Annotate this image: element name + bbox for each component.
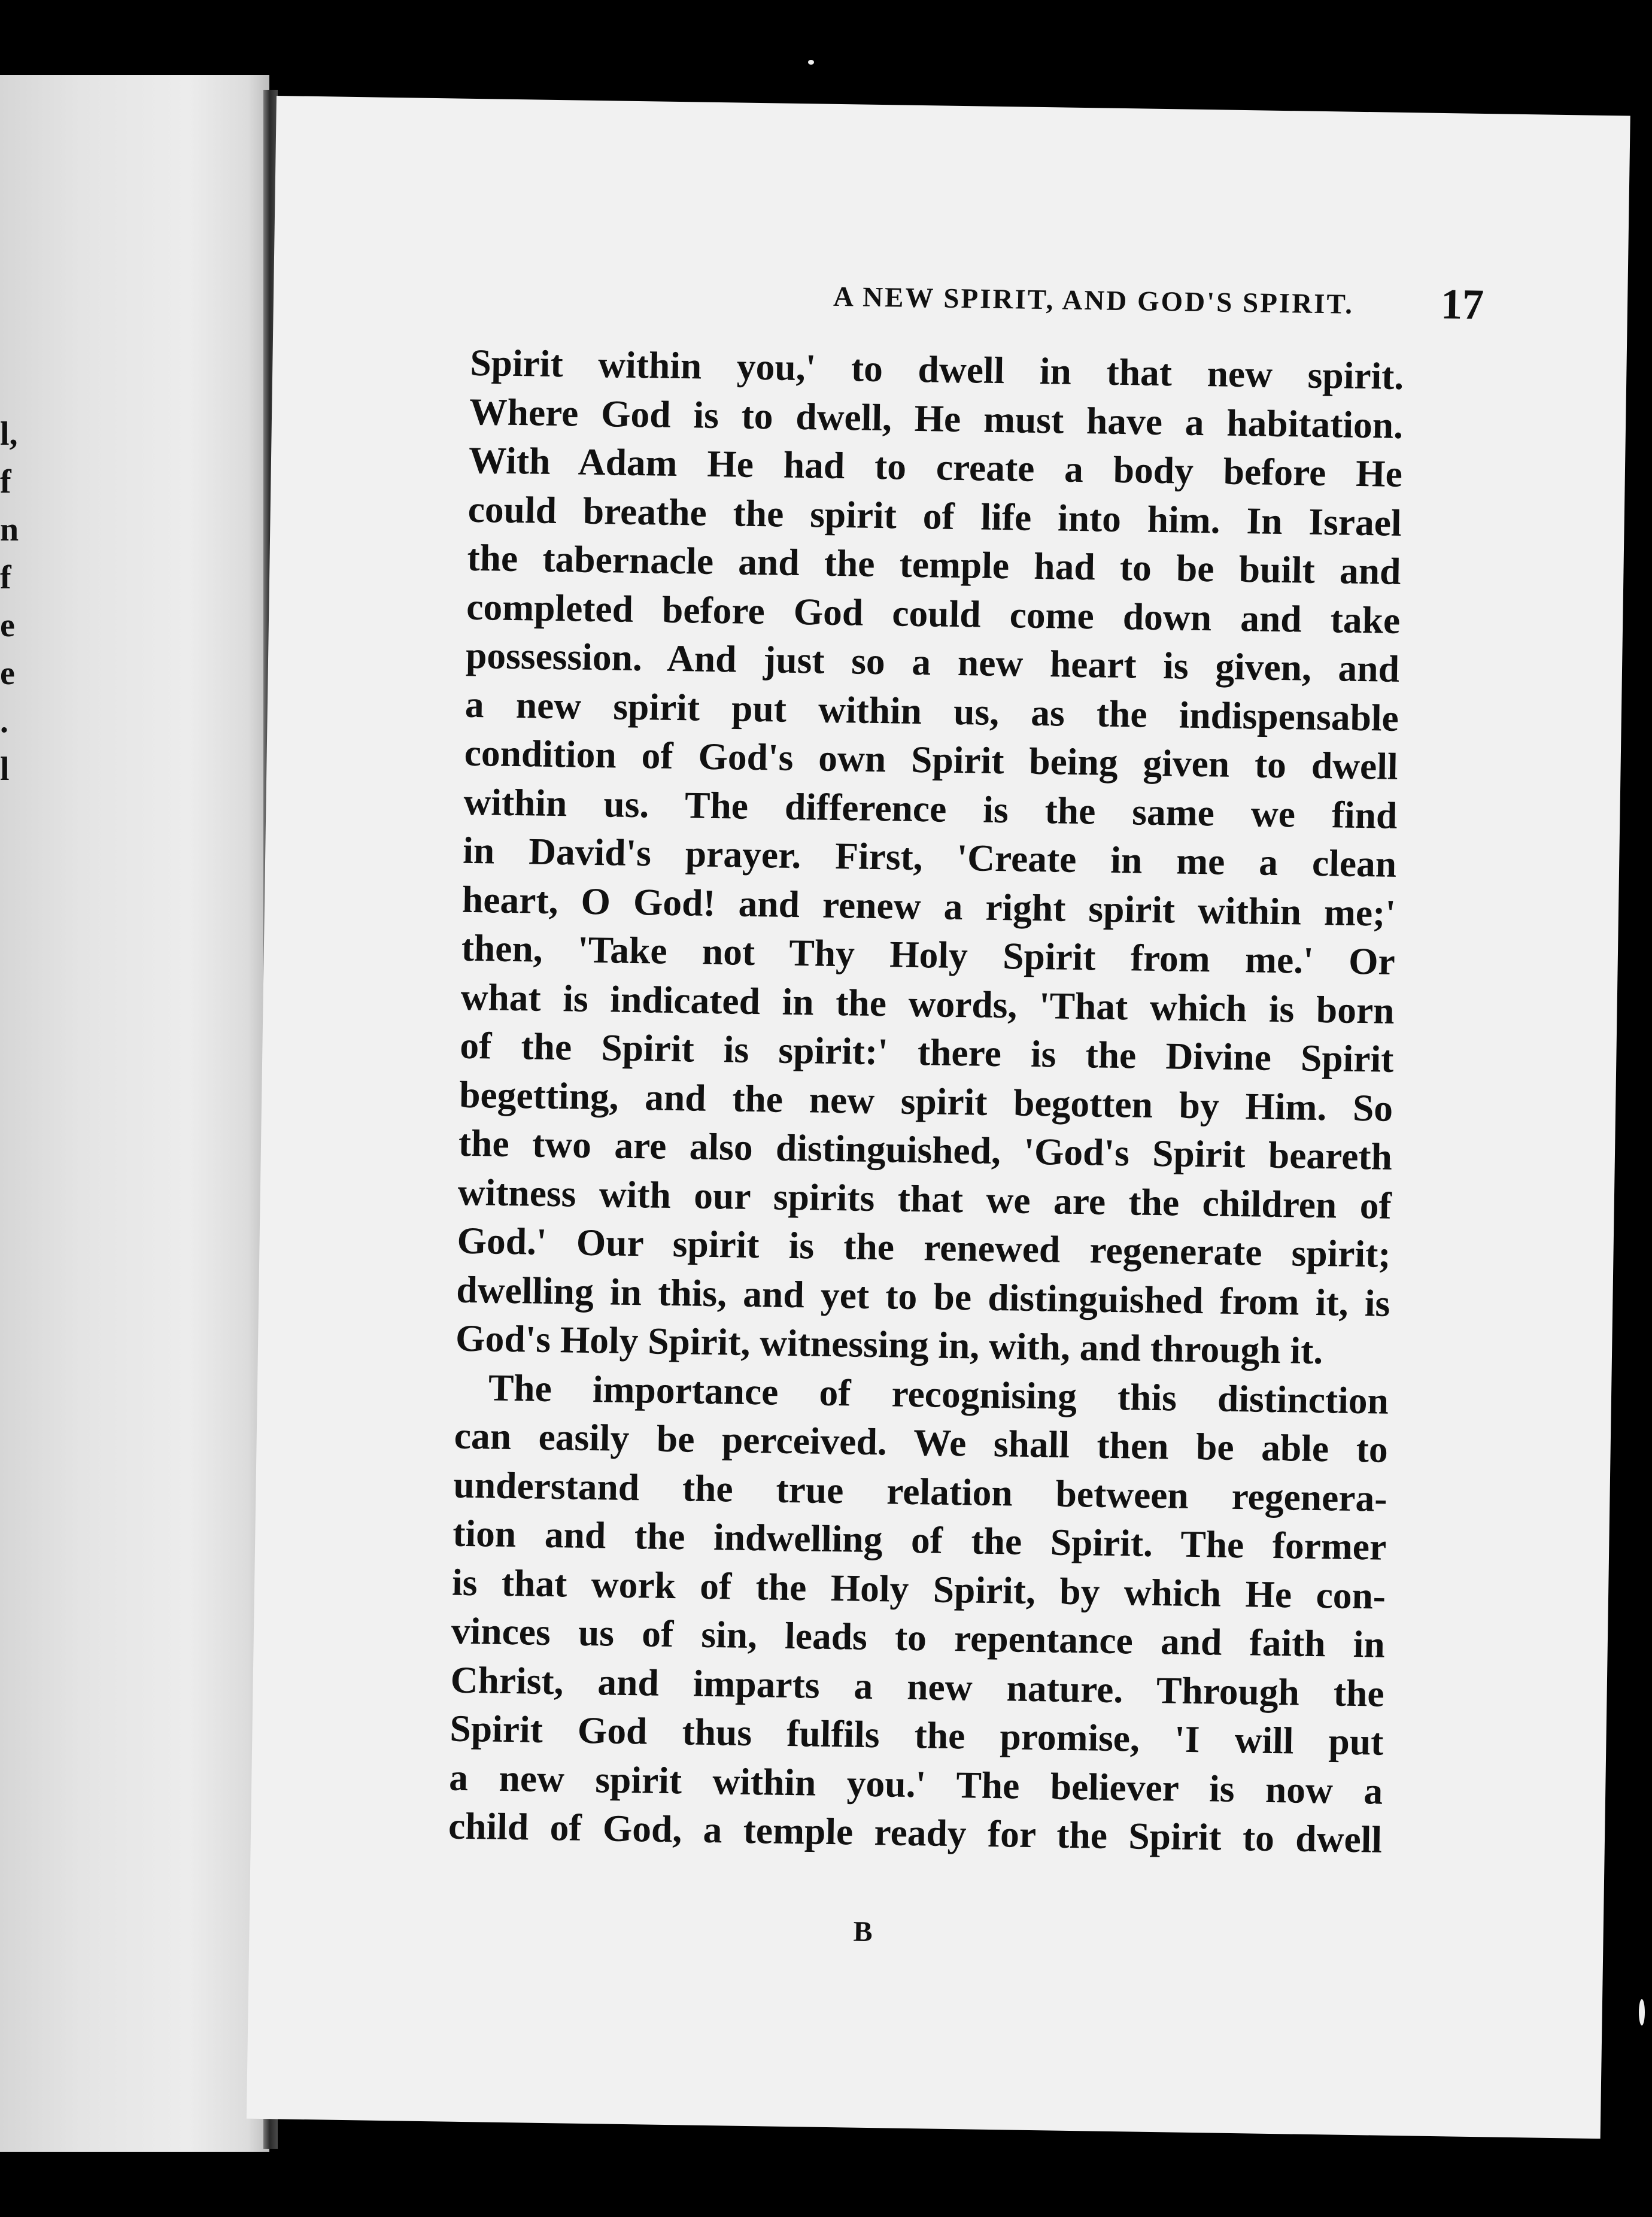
- text-line: completed before God could come down and take: [466, 585, 1401, 642]
- text-line: possession. And just so a new heart is given, and: [465, 633, 1400, 690]
- text-line: Spirit within you,' to dwell in that new spirit.: [469, 341, 1404, 397]
- text-line: of the Spirit is spirit:' there is the Divine Spirit: [459, 1024, 1394, 1080]
- page-number: 17: [1440, 280, 1484, 329]
- text-line: the two are also distinguished, 'God's Spirit beareth: [458, 1121, 1393, 1178]
- text-line: then, 'Take not Thy Holy Spirit from me.' Or: [461, 926, 1396, 983]
- text-line: could breathe the spirit of life into him. In Israel: [467, 487, 1402, 544]
- text-line: heart, O God! and renew a right spirit within me;': [461, 877, 1396, 934]
- fragment: n: [0, 511, 19, 548]
- text-line: tion and the indwelling of the Spirit. The former: [452, 1511, 1387, 1568]
- fragment: f: [0, 559, 11, 596]
- fragment: l,: [0, 415, 18, 452]
- fragment: f: [0, 463, 11, 500]
- previous-page-text-fragments: [0, 410, 18, 793]
- signature-mark: B: [853, 1915, 873, 1948]
- scan-speck: [1639, 1999, 1645, 2025]
- page-body: [448, 338, 1404, 1864]
- text-line: within us. The difference is the same we find: [463, 780, 1398, 837]
- text-line: condition of God's own Spirit being given to dwell: [464, 731, 1399, 788]
- text-line: With Adam He had to create a body before He: [468, 438, 1403, 495]
- text-line: understand the true relation between regenera-: [453, 1463, 1387, 1520]
- fragment: e: [0, 655, 15, 692]
- text-line: a new spirit put within us, as the indispensable: [464, 682, 1399, 739]
- text-line: Where God is to dwell, He must have a habitation.: [469, 390, 1404, 447]
- book-page: [247, 96, 1630, 2139]
- scan-speck: [808, 60, 814, 65]
- fragment: e: [0, 607, 15, 644]
- text-line: what is indicated in the words, 'That which is born: [460, 975, 1395, 1032]
- text-line: vinces us of sin, leads to repentance and faith in: [451, 1609, 1386, 1666]
- fragment: l: [0, 751, 10, 788]
- previous-page-edge: [0, 75, 269, 2152]
- text-line: witness with our spirits that we are the children of: [457, 1170, 1392, 1227]
- text-line: can easily be perceived. We shall then be able to: [454, 1414, 1389, 1471]
- running-head: A NEW SPIRIT, AND GOD'S SPIRIT.: [833, 281, 1355, 320]
- text-line: in David's prayer. First, 'Create in me a clean: [462, 828, 1397, 885]
- text-line: begetting, and the new spirit begotten by Him. So: [458, 1073, 1393, 1129]
- fragment: .: [0, 703, 8, 740]
- text-line: Spirit God thus fulfils the promise, 'I will put: [450, 1706, 1384, 1763]
- text-line: dwelling in this, and yet to be distinguished from it, is: [455, 1268, 1390, 1325]
- text-line: The importance of recognising this distinction: [488, 1365, 1389, 1422]
- text-line: child of God, a temple ready for the Spirit to dwell: [448, 1804, 1383, 1861]
- text-line: God.' Our spirit is the renewed regenerate spirit;: [457, 1219, 1392, 1275]
- text-line: Christ, and imparts a new nature. Through the: [450, 1658, 1385, 1715]
- text-line: the tabernacle and the temple had to be built and: [467, 536, 1401, 593]
- text-line: is that work of the Holy Spirit, by which He con-: [451, 1560, 1386, 1617]
- text-line: God's Holy Spirit, witnessing in, with, and through it.: [455, 1316, 1323, 1372]
- text-line: a new spirit within you.' The believer is now a: [448, 1756, 1383, 1812]
